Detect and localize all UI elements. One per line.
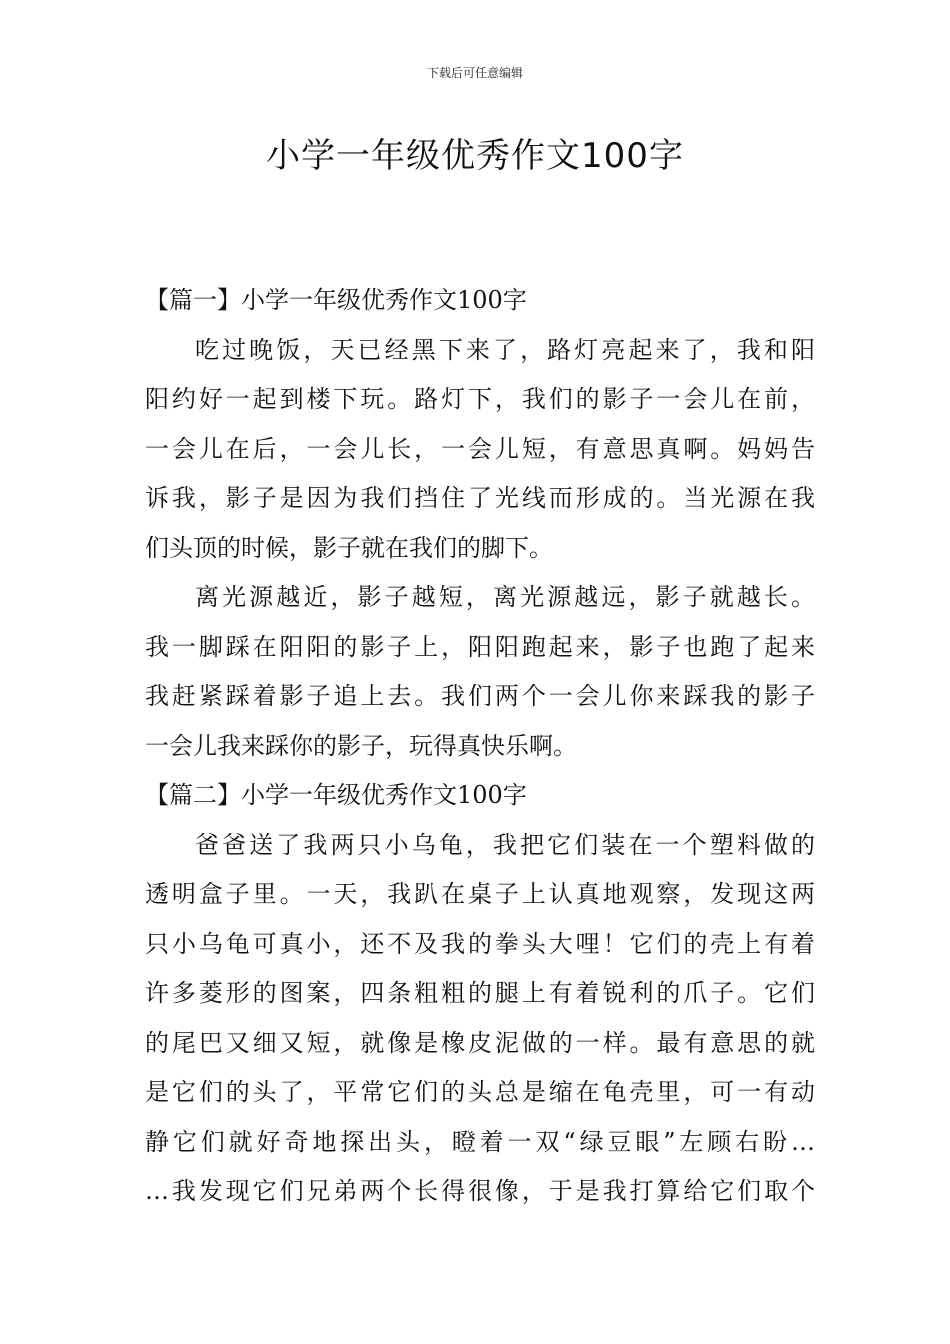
text-line: 的尾巴又细又短，就像是橡皮泥做的一样。最有意思的就 [145,1028,815,1057]
text-line: 们头顶的时候，影子就在我们的脚下。 [145,533,553,562]
text-line: 【篇二】小学一年级优秀作文100字 [145,781,527,809]
text-line: 许多菱形的图案，四条粗粗的腿上有着锐利的爪子。它们 [145,979,815,1007]
text-line: 只小乌龟可真小，还不及我的拳头大哩！它们的壳上有着 [145,929,815,958]
text-line: 离光源越近，影子越短，离光源越远，影子就越长。 [195,583,815,611]
text-line: 静它们就好奇地探出头，瞪着一双“绿豆眼”左顾右盼… [145,1127,815,1156]
text-line: 透明盒子里。一天，我趴在桌子上认真地观察，发现这两 [145,880,815,908]
text-line: 一会儿我来踩你的影子，玩得真快乐啊。 [145,731,577,760]
text-line: 【篇一】小学一年级优秀作文100字 [145,286,527,314]
text-line: 诉我，影子是因为我们挡住了光线而形成的。当光源在我 [145,484,815,512]
text-line: 阳约好一起到楼下玩。路灯下，我们的影子一会儿在前， [145,385,815,413]
text-line: …我发现它们兄弟两个长得很像，于是我打算给它们取个 [145,1177,815,1205]
header-note: 下载后可任意编辑 [426,66,523,80]
text-line: 爸爸送了我两只小乌龟，我把它们装在一个塑料做的 [195,830,815,859]
text-line: 我赶紧踩着影子追上去。我们两个一会儿你来踩我的影子 [145,682,815,710]
text-line: 吃过晚饭，天已经黑下来了，路灯亮起来了，我和阳 [195,335,815,364]
document-body [145,276,815,1217]
text-line: 是它们的头了，平常它们的头总是缩在龟壳里，可一有动 [145,1078,815,1106]
document-title: 小学一年级优秀作文100字 [266,136,684,176]
text-line: 一会儿在后，一会儿长，一会儿短，有意思真啊。妈妈告 [145,434,815,463]
text-line: 我一脚踩在阳阳的影子上，阳阳跑起来，影子也跑了起来 [145,632,815,661]
